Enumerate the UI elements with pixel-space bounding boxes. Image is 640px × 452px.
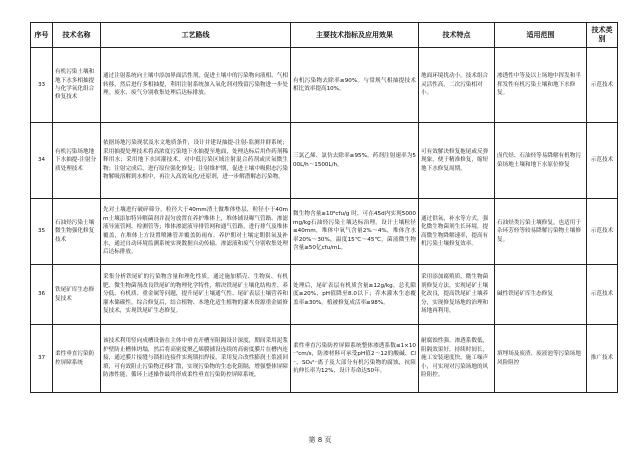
cell-indicators: 处理后，尾矿表层有机质含量≥12g/kg，总孔隙度≥20%，pH值降至8.0以下；乔木灌木生态覆盖率≥30%，植被修复成活率≥98%。 xyxy=(291,265,419,325)
cell-category: 示范技术 xyxy=(587,123,618,199)
table-row xyxy=(31,265,618,325)
cell-name: 有机污染场地地下水抽提-注射分质处理技术 xyxy=(53,123,101,199)
cell-scope: 渗透性中等及以上场地中挥发和半挥发性有机污染土壤和地下水修复。 xyxy=(495,48,587,123)
cell-features: 采用添加腐殖质、微生物菌剂修复方法，实现尾矿土壤化改良，提高铁尾矿土壤养分，实现修复场地的治理和场地再利用。 xyxy=(419,265,495,325)
page-number: 第 8 页 xyxy=(308,436,332,444)
header-features: 技术特点 xyxy=(419,23,495,48)
header-scope: 适用范围 xyxy=(495,23,587,48)
table-row xyxy=(31,123,618,199)
cell-category: 推广技术 xyxy=(587,325,618,393)
cell-indicators: 有机污染物去除率≥90%。与常规气相抽提技术相比效率提高10%。 xyxy=(291,48,419,123)
header-name: 技术名称 xyxy=(53,23,101,48)
cell-scope: 填埋场及废渣、废液池等污染场地风险阻控 xyxy=(495,325,587,393)
cell-features: 可有效解决修复拖尾或反弹现象，便于精准修复，缩短地下水修复周期。 xyxy=(419,123,495,199)
header-num: 序号 xyxy=(31,23,53,48)
header-process: 工艺路线 xyxy=(101,23,291,48)
cell-indicators: 三氯乙烯、氯仿去除率≥95%。药剂注射速率为500L/h～1500L/h。 xyxy=(291,123,419,199)
cell-process: 依据场地污染现状及水文地质条件，设计并建设抽提-注射-监测井群系统；采用抽提处理技术将高浓度污染地下水抽提至地面，处理达标后用作药剂稀释用水；采用地下水回灌技术，对中低污染区域注射混合药剂或厌氧微生物；注射完成后，进行原位强化修复；注射维护期，促进土壤中吸附态污染物解吸溶解到水相中，再注入高效氧化/还原剂，进一步解潜解态污染物。 xyxy=(101,123,291,199)
technology-table xyxy=(30,22,618,393)
cell-process: 采集分析铁尾矿的污染物含量和理化性质，通过施加稻壳、生物炭、有机肥、微生物菌剂改良铁尾矿的物理化学特性，解决铁尾矿土壤化结构差、养分低、有机质、重金属等问题，提升尾矿土壤通气性、尾矿表层土壤营养和灌木储碳性。综合修复后，结合植物、本地化适生植物的灌木资源重金属修复技术，实现铁尾矿生态修复。 xyxy=(101,265,291,325)
cell-num: 33 xyxy=(31,48,53,123)
table-row xyxy=(31,199,618,265)
cell-num: 37 xyxy=(31,325,53,393)
table-header-row xyxy=(31,23,618,48)
cell-num: 34 xyxy=(31,123,53,199)
table-row xyxy=(31,48,618,123)
cell-indicators: 柔性垂直污染防控屏障系统整体渗透系数≤1×10⁻⁷cm/s，防渗材料可承受pH值2～12的酸碱、Cl⁻、SO₄²⁻离子及大部分有机污染物的腐蚀，抗阻抗伸长率为12%，设计寿命达50年。 xyxy=(291,325,419,393)
cell-scope: 碱性铁尾矿库生态修复 xyxy=(495,265,587,325)
header-indicators: 主要技术指标及应用效果 xyxy=(291,23,419,48)
cell-scope: 卤代烃、石油烃等易降解有机物污染场地土壤和地下水原位修复 xyxy=(495,123,587,199)
cell-features: 通过供氧、补水等方式，强化微生物菌剂生长环境，提高微生物降解速率，提高有机污染土壤修复效率。 xyxy=(419,199,495,265)
cell-process: 先对土壤进行破碎筛分，粒径大于40mm渣土做堆体垫层，粒径小于40mm土壤添加特异解菌剂并混匀放置在养护堆体上，堆体铺设曝气管路、渗滤液导流管网、检测管等；堆体渗滤液导排管网和通气管路，进行排气及堆体覆盖，在堆体上方设置喷淋管并覆盖防雨布。养护期对土壤定期供氧及补水，通过自动环境监测系统实现数据自动传输。渗滤液和废气分别收集处理后达标排放。 xyxy=(101,199,291,265)
table-row xyxy=(31,325,618,393)
cell-category: 示范技术 xyxy=(587,48,618,123)
cell-category: 示范技术 xyxy=(587,199,618,265)
cell-indicators: 微生物含量≥10⁸cfu/g 时，可在45d内实现5000mg/kg石油烃污染土壤达标治理。设计土壤粒径≤40mm，堆体中氧气含量2%～4%，堆体含水率20%～30%，温度15℃～45℃，菌液微生物含量≥50亿cfu/mL。 xyxy=(291,199,419,265)
cell-scope: 石油烃类污染土壤修复，也适用于杂环芳烃等较易降解污染物土壤修复。 xyxy=(495,199,587,265)
cell-name: 有机污染土壤和地下水多相抽提与化学氧化组合修复技术 xyxy=(53,48,101,123)
cell-num: 36 xyxy=(31,265,53,325)
cell-name: 柔性垂直污染防控屏障系统 xyxy=(53,325,101,393)
cell-num: 35 xyxy=(31,199,53,265)
cell-category: 示范技术 xyxy=(587,265,618,325)
cell-name: 铁尾矿库生态修复技术 xyxy=(53,265,101,325)
cell-features: 耐腐蚀性强、渗透系数低，阻隔效果好，持续时间长，施工安装速度快，施工噪声小，可实现对污染场地的风险阻控。 xyxy=(419,325,495,393)
cell-name: 石油烃污染土壤微生物强化修复技术 xyxy=(53,199,101,265)
header-category: 技术类别 xyxy=(587,23,618,48)
cell-features: 地面环境扰动小，技术组合灵活性高，二次污染相对小。 xyxy=(419,48,495,123)
cell-process: 该技术利用竖向成槽设备在主体中垂直开槽至阻隔设计深度，期间采用泥浆护壁防止槽体坍塌，然后将高密度聚乙烯膜铺设连续的高密度膜片在槽内连接，通过膜片接缝与锁扣连接件实现锁扣焊接，采用复合改性膨润土浆液回填，可有效阻止污染物迁移扩散，实现污染物的生态化阻隔，增强整体屏障防渗性能，循环上述操作最终形成柔性垂直污染防控屏障系统。 xyxy=(101,325,291,393)
cell-process: 通过注射系统向土壤中添加界面活性剂，促进土壤中的污染物向液相、气相转移，然后进行多相抽提，利用注射系统加入氧化剂对残留污染物进一步处理。废水、废气分别收集处理后达标排放。 xyxy=(101,48,291,123)
